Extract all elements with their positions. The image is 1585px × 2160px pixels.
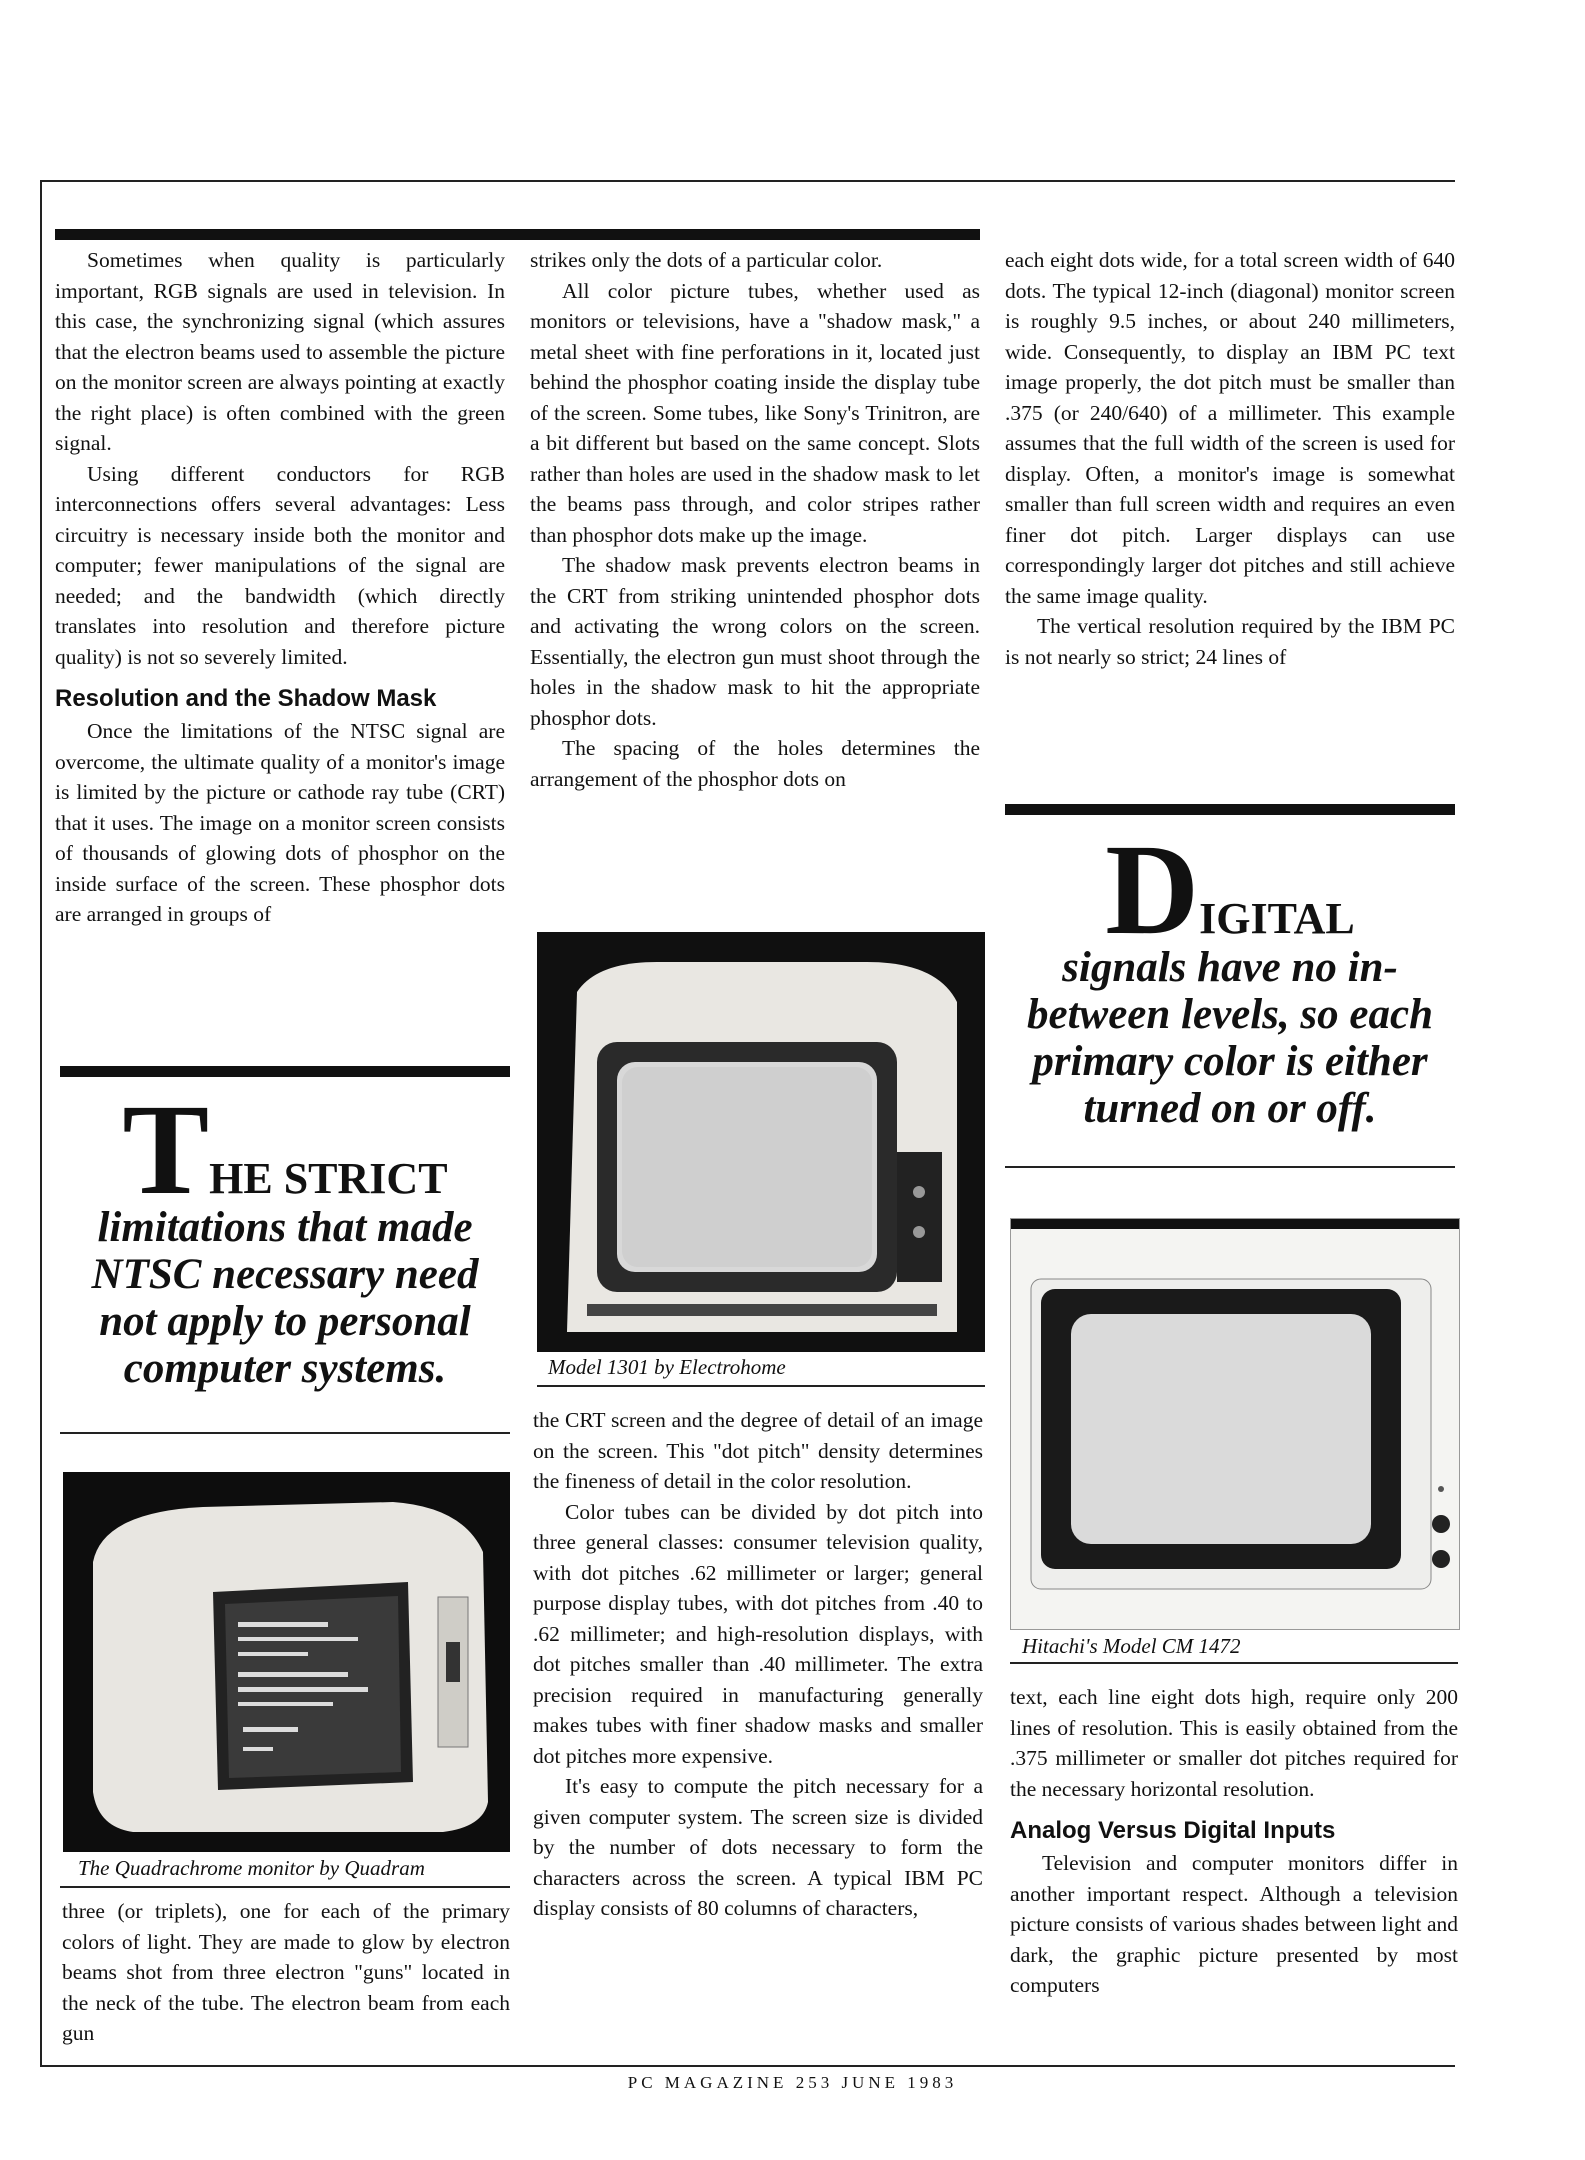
photo-top-bar (1011, 1219, 1459, 1229)
quadrachrome-monitor-photo (63, 1472, 510, 1852)
column-3-top (1005, 245, 1455, 672)
photo-caption: Hitachi's Model CM 1472 (1022, 1634, 1241, 1658)
paragraph: strikes only the dots of a particular color. (530, 248, 883, 272)
page-top-rule (40, 180, 1455, 182)
paragraph: Television and computer monitors differ in another important respect. Although a television picture consists of various shades between light and dark, the graphic picture presented by most computers (1010, 1851, 1458, 1997)
pullquote-smallcaps: HE STRICT (209, 1154, 448, 1203)
paragraph: Once the limitations of the NTSC signal are overcome, the ultimate quality of a monitor's image is limited by the picture or cathode ray tube (CRT) that it uses. The image on a monitor screen consists of thousands of glowing dots of phosphor on the inside surface of the screen. These phosphor dots are arranged in groups of (55, 719, 505, 926)
pullquote-text: limitations that made NTSC necessary need not apply to personal computer systems. (91, 1204, 479, 1392)
pullquote-2-top-bar (1005, 804, 1455, 815)
paragraph: each eight dots wide, for a total screen width of 640 dots. The typical 12-inch (diagonal) monitor screen is roughly 9.5 inches, or about 240 millimeters, wide. Consequently, to display an IBM PC text image properly, the dot pitch must be smaller than .375 (or 240/640) of a millimeter. This example assumes that the full width of the screen is used for display. Often, a monitor's image is somewhat smaller than full screen width and requires an even finer dot pitch. Larger displays can use correspondingly larger dot pitches and still achieve the same image quality. (1005, 248, 1455, 608)
paragraph: Using different conductors for RGB interconnections offers several advantages: Less circuitry is necessary inside both the monitor and computer; fewer manipulations of the signal are needed; and the bandwidth (which directly translates into resolution and therefore picture quality) is not so severely limited. (55, 461, 505, 669)
paragraph: The spacing of the holes determines the arrangement of the phosphor dots on (530, 736, 980, 791)
pullquote-1-top-bar (60, 1066, 510, 1077)
paragraph: The vertical resolution required by the IBM PC is not nearly so strict; 24 lines of (1005, 614, 1455, 669)
photo-caption: Model 1301 by Electrohome (548, 1355, 786, 1379)
paragraph: All color picture tubes, whether used as monitors or televisions, have a "shadow mask," a metal sheet with fine perforations in it, located just behind the phosphor coating inside the display tube of the screen. Some tubes, like Sony's Trinitron, are a bit different but based on the same concept. Slots rather than holes are used in the shadow mask to let the beams pass through, and color stripes rather than phosphor dots make up the image. (530, 278, 980, 547)
drop-cap: D (1105, 818, 1200, 962)
paragraph: the CRT screen and the degree of detail of an image on the screen. This "dot pitch" density determines the fineness of detail in the color resolution. (533, 1408, 983, 1493)
drop-cap: T (122, 1078, 210, 1222)
column-top-bar (55, 229, 980, 240)
column-3-bottom (1010, 1682, 1458, 2001)
pullquote-2-bottom-rule (1005, 1166, 1455, 1168)
pullquote-2 (1005, 818, 1455, 1132)
paragraph: three (or triplets), one for each of the primary colors of light. They are made to glow by electron beams shot from three electron "guns" located in the neck of the tube. The electron beam from each gun (62, 1899, 510, 2045)
column-2-bottom (533, 1405, 983, 1924)
page-bottom-rule (40, 2065, 1455, 2067)
paragraph: It's easy to compute the pitch necessary for a given computer system. The screen size is divided by the number of dots necessary to form the characters across the screen. A typical IBM PC display consists of 80 columns of characters, (533, 1774, 983, 1920)
hitachi-monitor-photo (1010, 1218, 1460, 1630)
caption-rule (60, 1886, 510, 1888)
section-heading: Resolution and the Shadow Mask (55, 685, 437, 712)
pullquote-1 (60, 1078, 510, 1392)
paragraph: The shadow mask prevents electron beams in the CRT from striking unintended phosphor dots and activating the wrong colors on the screen. Essentially, the electron gun must shoot through the holes in the shadow mask to hit the appropriate phosphor dots. (530, 553, 980, 730)
column-2-top (530, 245, 980, 794)
caption-rule (1010, 1662, 1458, 1664)
caption-rule (537, 1385, 985, 1387)
paragraph: text, each line eight dots high, require only 200 lines of resolution. This is easily obtained from the .375 millimeter or smaller dot pitches required for the necessary horizontal resolution. (1010, 1685, 1458, 1801)
column-1-bottom (62, 1896, 510, 2049)
paragraph: Sometimes when quality is particularly important, RGB signals are used in television. In this case, the synchronizing signal (which assures that the electron beams used to assemble the picture on the monitor screen are always pointing at exactly the right place) is often combined with the green signal. (55, 248, 505, 455)
page-footer: PC MAGAZINE 253 JUNE 1983 (627, 2073, 958, 2092)
section-heading: Analog Versus Digital Inputs (1010, 1817, 1336, 1844)
pullquote-smallcaps: IGITAL (1199, 894, 1355, 943)
pullquote-text: signals have no in-between levels, so each primary color is either turned on or off. (1026, 944, 1433, 1132)
electrohome-monitor-photo (537, 932, 985, 1352)
page-left-rule (40, 180, 42, 2065)
column-1-top (55, 245, 505, 930)
paragraph: Color tubes can be divided by dot pitch into three general classes: consumer television quality, with dot pitches .62 millimeter or larger; general purpose display tubes, with dot pitches from .40 to .62 millimeter; and high-resolution displays, with dot pitches smaller than .40 millimeter. The extra precision required in manufacturing generally makes tubes with finer shadow masks and smaller dot pitches more expensive. (533, 1499, 983, 1768)
pullquote-1-bottom-rule (60, 1432, 510, 1434)
photo-caption: The Quadrachrome monitor by Quadram (78, 1856, 425, 1880)
